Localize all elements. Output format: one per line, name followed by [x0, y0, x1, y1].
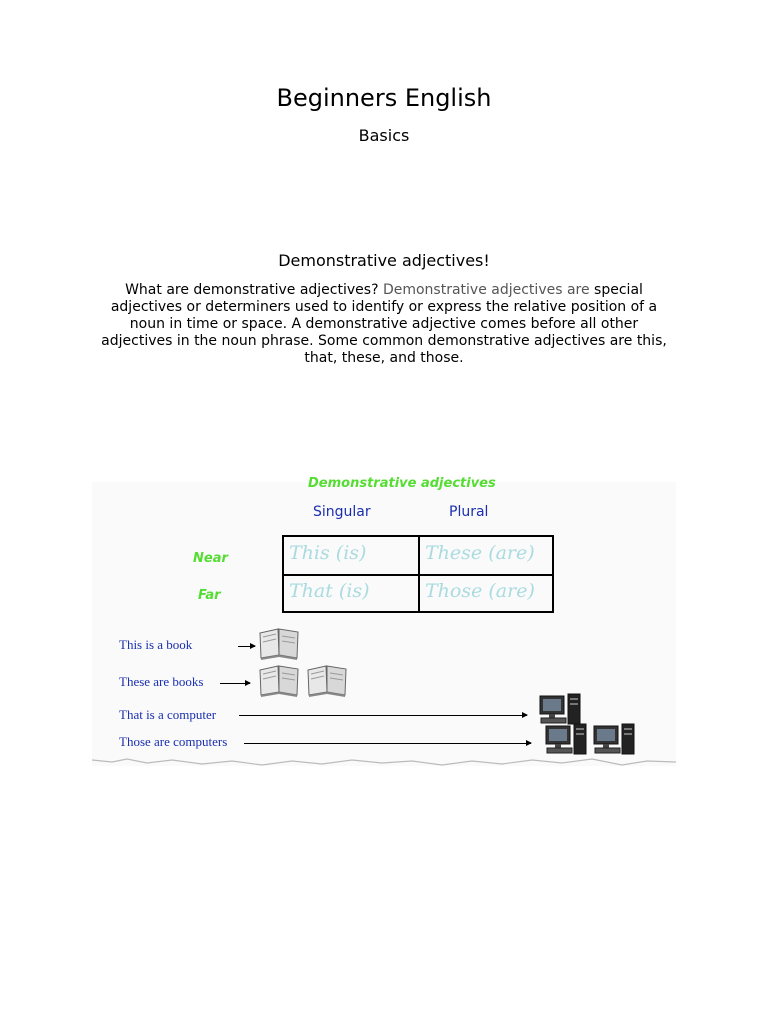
computer-icon: [544, 722, 588, 756]
cell-this-is: This (is): [289, 542, 367, 564]
section-heading: Demonstrative adjectives!: [278, 251, 490, 270]
example-this-is-a-book: This is a book: [119, 637, 193, 652]
paragraph-part-1: What are demonstrative adjectives?: [125, 282, 383, 298]
table-divider-horizontal: [284, 574, 552, 576]
page-subtitle: Basics: [358, 126, 410, 145]
torn-paper-edge: [92, 756, 676, 770]
cell-those-are: Those (are): [425, 580, 535, 602]
column-header-singular: Singular: [313, 504, 371, 520]
column-header-plural: Plural: [449, 504, 489, 520]
book-icon: [258, 625, 300, 661]
demonstrative-figure: [92, 470, 676, 776]
cell-that-is: That (is): [289, 580, 370, 602]
example-that-is-a-computer: That is a computer: [119, 707, 217, 722]
example-these-are-books: These are books: [119, 674, 204, 689]
intro-paragraph: [92, 282, 676, 367]
row-header-far: Far: [198, 588, 221, 603]
row-header-near: Near: [193, 551, 228, 566]
figure-title: Demonstrative adjectives: [308, 476, 496, 491]
arrow-2: [220, 683, 250, 684]
figure-background: [92, 482, 676, 766]
cell-these-are: These (are): [425, 542, 535, 564]
paragraph-part-2: Demonstrative adjectives are: [382, 282, 590, 298]
arrow-3: [239, 715, 527, 716]
book-icon: [306, 662, 348, 698]
computer-icon: [592, 722, 636, 756]
arrow-1: [238, 646, 255, 647]
example-those-are-computers: Those are computers: [119, 734, 228, 749]
computer-icon: [538, 692, 582, 726]
paragraph-part-3: special adjectives or determiners used to identify or express the relative position of a noun in time or space. A demonstrative adjective comes before all other adjectives in the noun phrase. Some common demonstrative adjectives are this, that, these, and those.: [101, 282, 667, 366]
arrow-4: [244, 743, 531, 744]
page-title: Beginners English: [276, 84, 492, 112]
book-icon: [258, 662, 300, 698]
